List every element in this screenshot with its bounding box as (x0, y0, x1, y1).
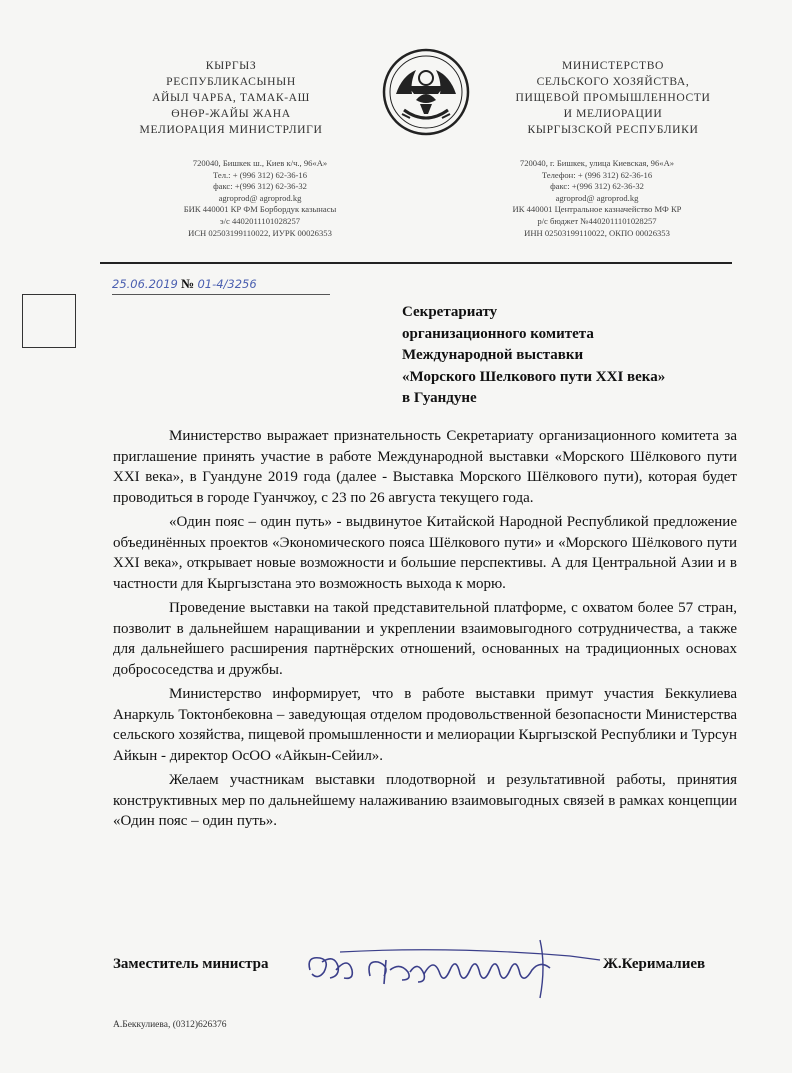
registration-number: 01-4/3256 (197, 277, 257, 291)
header-left-contacts (150, 158, 370, 239)
header-left-title (100, 58, 362, 138)
header-right-title-line: КЫРГЫЗСКОЙ РЕСПУБЛИКИ (527, 123, 699, 136)
contact-line: Тел.: + (996 312) 62-36-16 (212, 169, 307, 180)
body-paragraph: «Один пояс – один путь» - выдвинутое Китайской Народной Республикой предложение объединённых проектов «Экономического пояса Шёлкового пути» и «Морского Шёлкового пути XXI века», открывает новые возможности и большие перспективы. А для Центральной Азии и в частности для Кыргызстана это возможность выхода к морю. (113, 514, 737, 592)
header-right-title-line: ПИЩЕВОЙ ПРОМЫШЛЕННОСТИ (515, 91, 711, 104)
addressee-line: организационного комитета (402, 325, 594, 342)
header-left-title-line: ӨНӨР-ЖАЙЫ ЖАНА (171, 107, 291, 120)
body-paragraph: Министерство информирует, что в работе выставки примут участия Беккулиева Анаркуль Токтонбековна – заведующая отделом продовольственной безопасности Министерства сельского хозяйства, пищевой промышленности и мелиорации Кыргызской Республики и Турсун Айкын - директор ОсОО «Айкын-Сейил». (113, 686, 737, 764)
contact-line: 720040, г. Бишкек, улица Киевская, 96«А» (519, 158, 675, 168)
contact-line: ИНН 02503199110022, ОКПО 00026353 (524, 227, 670, 238)
addressee-line: Международной выставки (402, 347, 584, 363)
stamp-box (22, 294, 76, 348)
addressee-line: Секретариату (402, 304, 498, 320)
header-right-title-line: И МЕЛИОРАЦИИ (563, 107, 663, 120)
header-left-title-line: МЕЛИОРАЦИЯ МИНИСТРЛИГИ (139, 123, 323, 136)
contact-line: БИК 440001 КР ФМ Борбордук казынасы (183, 204, 337, 215)
contact-line: э/с 4402011101028257 (219, 215, 301, 226)
header-right-title-line: СЕЛЬСКОГО ХОЗЯЙСТВА, (536, 75, 690, 88)
contact-line: р/с бюджет №4402011101028257 (537, 215, 657, 226)
addressee-line: «Морского Шелкового пути XXI века» (402, 368, 666, 385)
contact-line: 720040, Бишкек ш., Киев к/ч., 96«А» (192, 158, 328, 168)
handwritten-signature (300, 926, 610, 1006)
registration-number-label: № (181, 276, 195, 291)
contact-line: ИСН 02503199110022, ИУРК 00026353 (188, 227, 332, 238)
header-divider (100, 262, 732, 264)
signatory-name: Ж.Керималиев (603, 956, 706, 972)
body-paragraph: Желаем участникам выставки плодотворной и результативной работы, принятия конструктивных мер по дальнейшему налаживанию взаимовыгодных связей в рамках концепции «Один пояс – один путь». (113, 772, 737, 829)
body-paragraph: Министерство выражает признательность Секретариату организационного комитета за приглашение принять участие в работе Международной выставки «Морского Шёлкового пути XXI века», в Гуандуне 2019 года (далее - Выставка Морского Шёлкового пути), которая будет проводиться в городе Гуанчжоу, с 23 по 26 августа текущего года. (113, 428, 737, 506)
addressee-block (402, 302, 742, 410)
contact-line: факс: +(996 312) 62-36-32 (213, 181, 307, 192)
contact-line: agroprod@ agroprod.kg (555, 192, 639, 203)
contact-line: agroprod@ agroprod.kg (218, 192, 302, 203)
header-right-title-line: МИНИСТЕРСТВО (561, 59, 665, 72)
registration-line (112, 276, 257, 292)
state-emblem-icon (382, 48, 470, 136)
signatory-title: Заместитель министра (113, 956, 269, 972)
addressee-line: в Гуандуне (402, 390, 477, 406)
header-right-contacts (482, 158, 712, 239)
header-left-title-line: АЙЫЛ ЧАРБА, ТАМАК-АШ (152, 91, 310, 104)
contact-line: факс: +(996 312) 62-36-32 (550, 181, 644, 192)
header-right-title (488, 58, 738, 138)
header-left-title-line: КЫРГЫЗ (205, 59, 257, 72)
registration-date: 25.06.2019 (112, 277, 178, 291)
body-paragraph: Проведение выставки на такой представительной платформе, с охватом более 57 стран, позволит в дальнейшем наращивании и укреплении взаимовыгодного сотрудничества, а также для дальнейшего расширения партнёрских отношений, основанных на традиционных основах добрососедства и дружбы. (113, 600, 737, 678)
registration-underline (112, 294, 330, 295)
contact-line: Телефон: + (996 312) 62-36-16 (541, 169, 653, 180)
header-left-title-line: РЕСПУБЛИКАСЫНЫН (166, 75, 296, 88)
executor-contact: А.Беккулиева, (0312)626376 (113, 1020, 227, 1030)
letter-body (113, 426, 737, 836)
contact-line: ИК 440001 Центральное казначейство МФ КР (512, 204, 682, 215)
